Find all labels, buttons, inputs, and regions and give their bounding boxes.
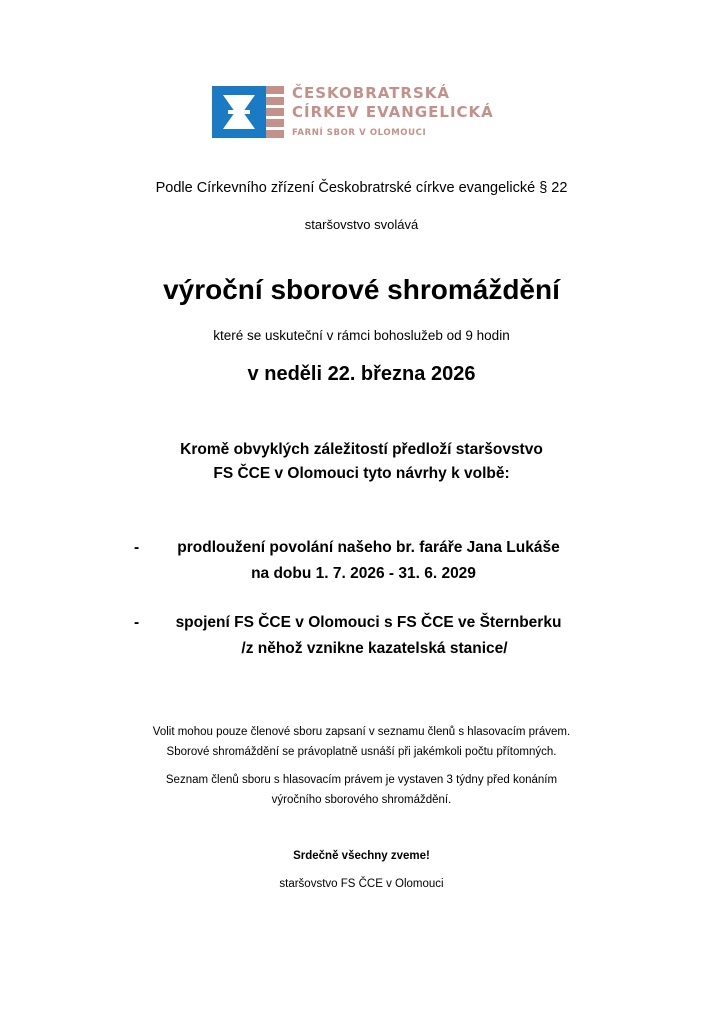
proposal-item-line1: spojení FS ČCE v Olomouci s FS ČCE ve Šternberku bbox=[175, 614, 562, 631]
voting-rules-line2: Sborové shromáždění se právoplatně usnáší při jakémkoli počtu přítomných. bbox=[166, 746, 557, 758]
member-list-line2: výročního sborového shromáždění. bbox=[271, 794, 452, 806]
bullet-dash: - bbox=[134, 614, 140, 631]
voting-rules-line1: Volit mohou pouze členové sboru zapsaní v seznamu členů s hlasovacím právem. bbox=[152, 726, 571, 738]
event-time-text: které se uskuteční v rámci bohoslužeb od 9 hodin bbox=[213, 328, 510, 343]
proposal-item bbox=[0, 535, 723, 587]
member-list-line1: Seznam členů sboru s hlasovacím právem je vystaven 3 týdny před konáním bbox=[165, 774, 558, 786]
logo-line-church-name: ČESKOBRATRSKÁ bbox=[292, 84, 451, 102]
logo-wordmark bbox=[292, 84, 494, 140]
convener-text: staršovstvo svolává bbox=[304, 217, 419, 232]
chalice-cross-icon bbox=[212, 86, 284, 138]
logo-line-church-type: CÍRKEV EVANGELICKÁ bbox=[292, 103, 494, 121]
proposals-intro-line1: Kromě obvyklých záležitostí předloží staršovstvo bbox=[180, 441, 543, 458]
proposals-intro bbox=[0, 438, 723, 486]
church-logo bbox=[212, 86, 512, 140]
logo-line-parish: FARNÍ SBOR V OLOMOUCI bbox=[292, 128, 427, 138]
proposals-intro-line2: FS ČCE v Olomouci tyto návrhy k volbě: bbox=[213, 465, 510, 482]
legal-basis-text: Podle Církevního zřízení Českobratrské církve evangelické § 22 bbox=[155, 180, 568, 196]
proposal-item bbox=[0, 610, 723, 662]
proposal-item-line2: /z něhož vznikne kazatelská stanice/ bbox=[241, 640, 508, 657]
page-title: výroční sborové shromáždění bbox=[163, 274, 560, 305]
signature: staršovstvo FS ČCE v Olomouci bbox=[279, 878, 444, 890]
member-list-note bbox=[0, 770, 723, 810]
voting-rules-note bbox=[0, 722, 723, 762]
proposal-item-line1: prodloužení povolání našeho br. faráře Jana Lukáše bbox=[177, 539, 560, 556]
event-date: v neděli 22. března 2026 bbox=[247, 363, 476, 385]
closing-invitation: Srdečně všechny zveme! bbox=[293, 850, 430, 862]
proposal-item-line2: na dobu 1. 7. 2026 - 31. 6. 2029 bbox=[251, 565, 476, 582]
bullet-dash: - bbox=[134, 539, 140, 556]
